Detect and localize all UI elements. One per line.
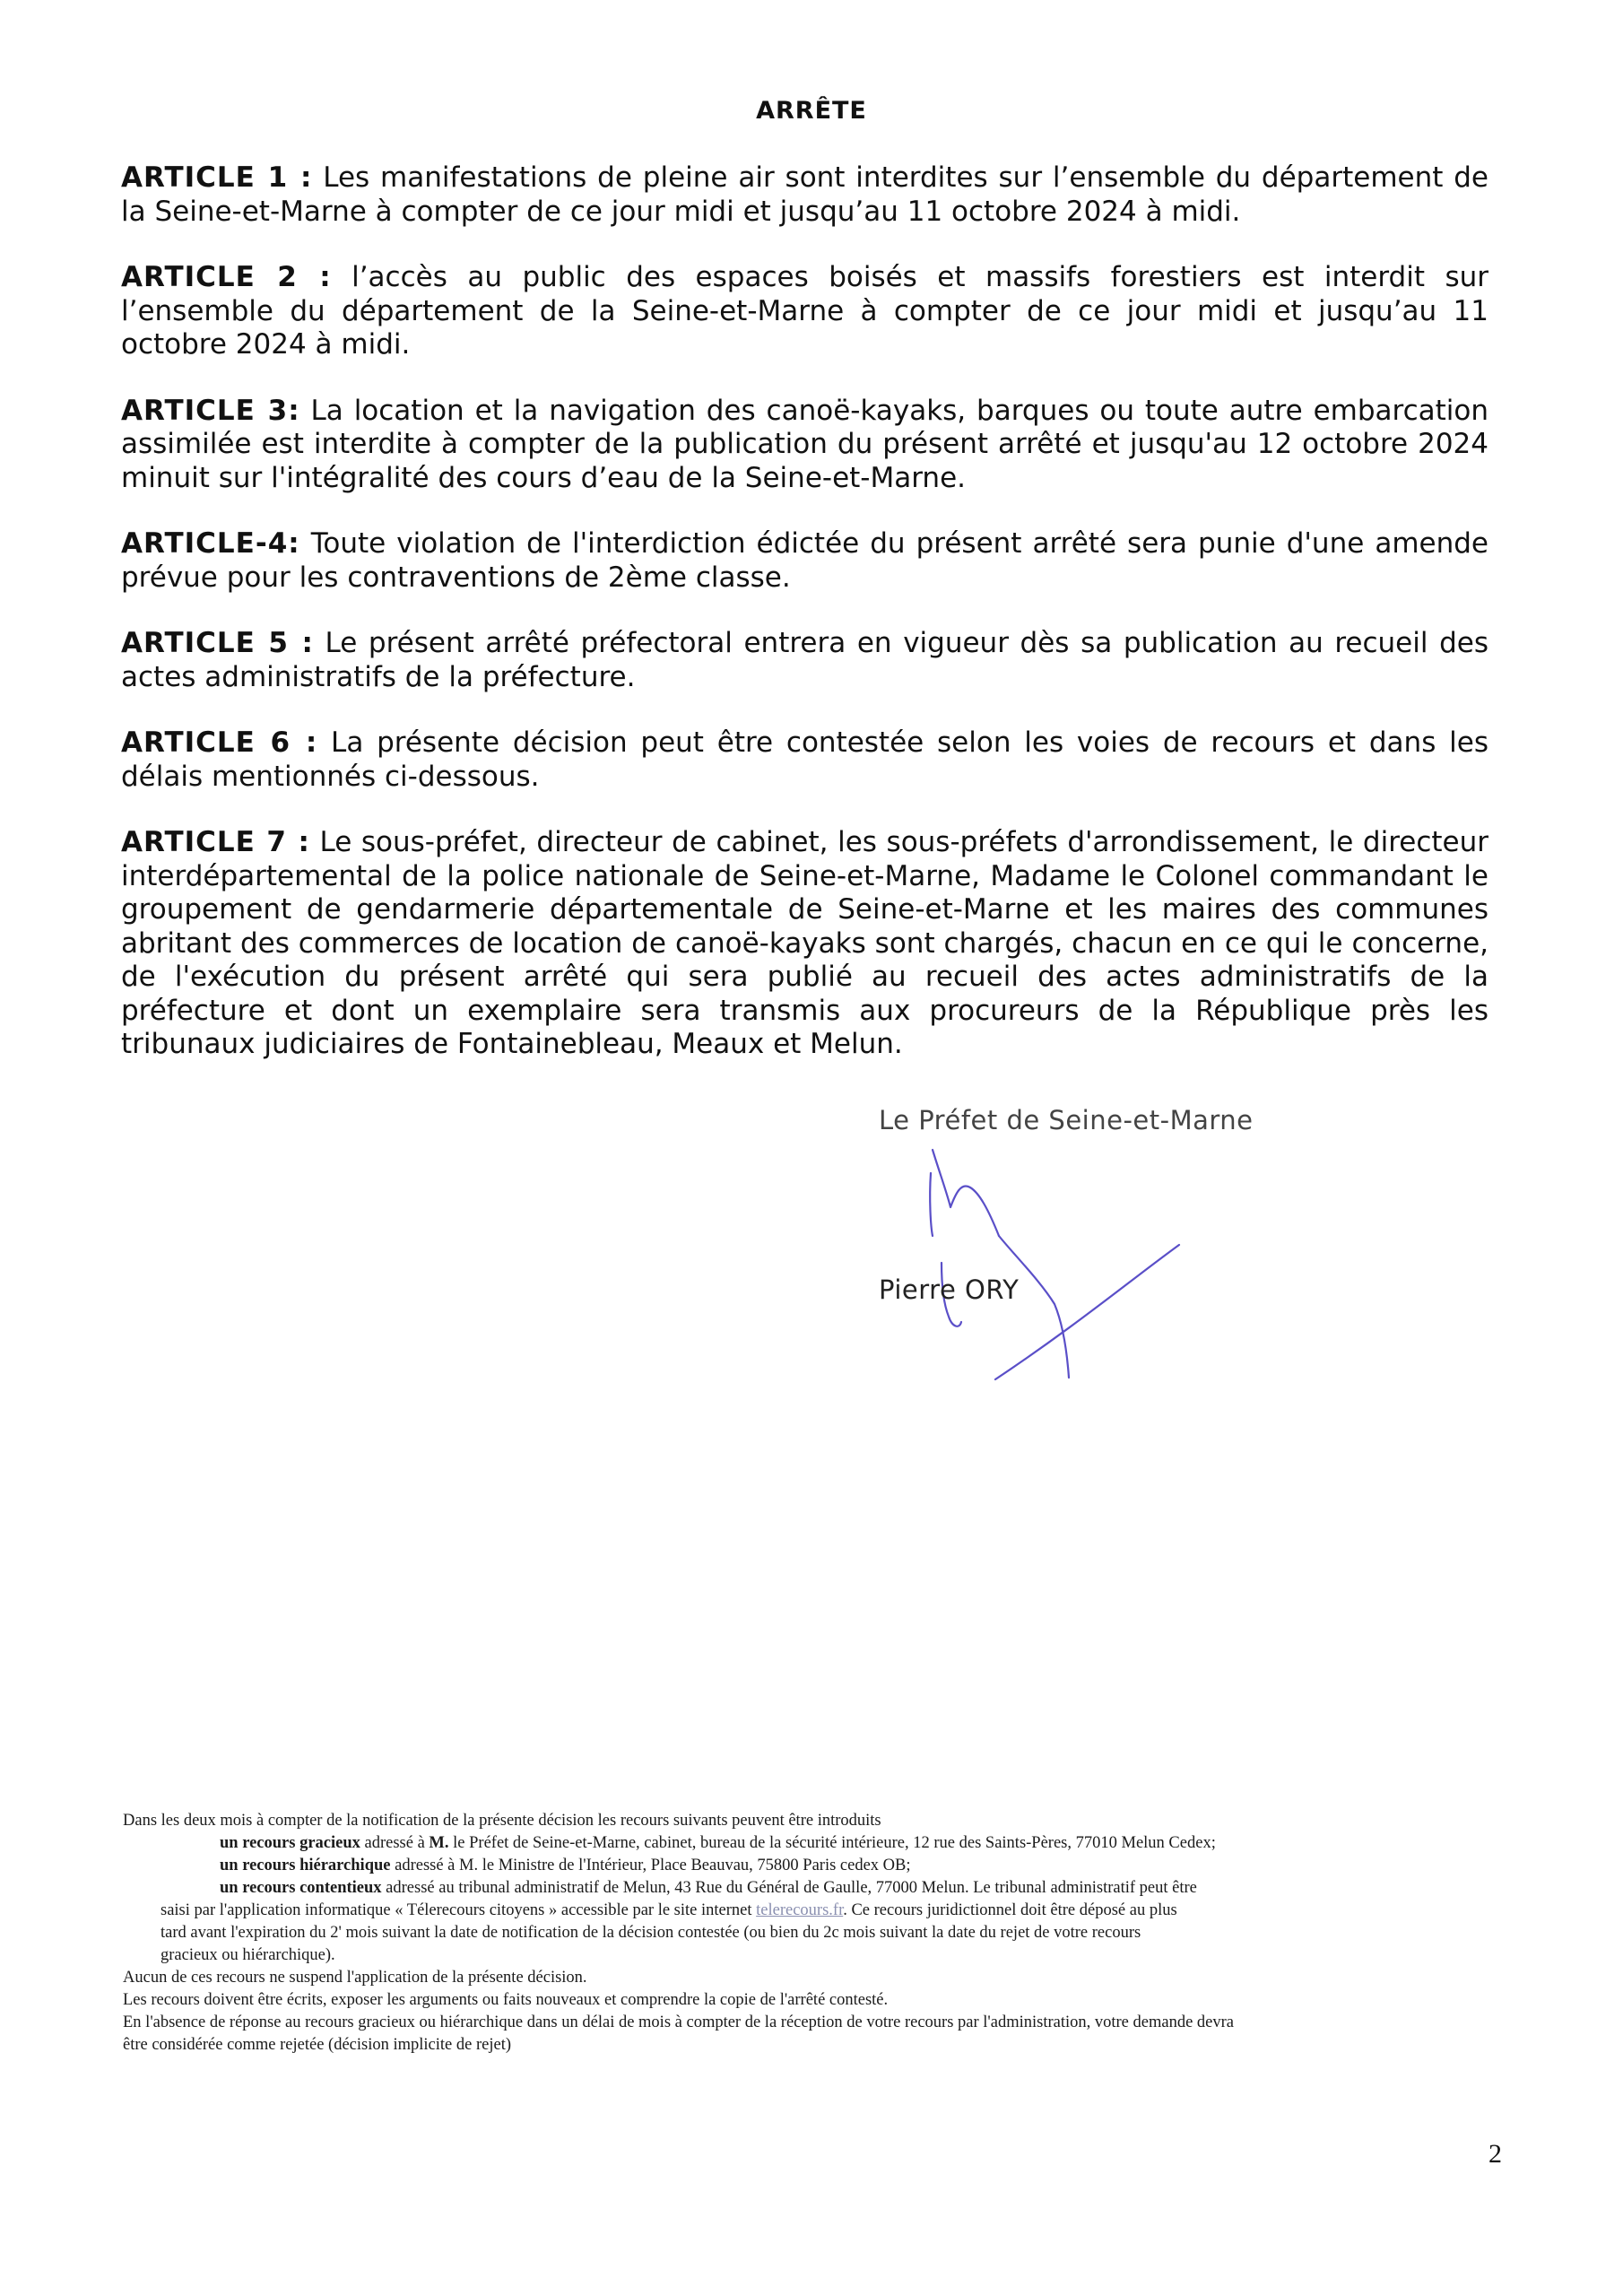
appeal-contentieux-label: un recours contentieux (220, 1879, 382, 1897)
appeal-gracieux-mid: adressé à (360, 1834, 430, 1852)
article-1-label: ARTICLE 1 : (121, 161, 313, 194)
article-7-label: ARTICLE 7 : (121, 826, 310, 858)
appeal-hierarchique-label: un recours hiérarchique (220, 1857, 391, 1874)
appeal-gracieux (123, 1832, 1492, 1855)
article-4 (121, 527, 1488, 595)
appeal-gracieux-text: le Préfet de Seine-et-Marne, cabinet, bureau de la sécurité intérieure, 12 rue des Saints-Pères, 77010 Melun Cedex; (448, 1834, 1216, 1852)
appeal-gracieux-label: un recours gracieux (220, 1834, 360, 1852)
telerecours-link[interactable]: telerecours.fr (756, 1901, 844, 1919)
articles-section (121, 161, 1488, 1094)
document-title: ARRÊTE (756, 97, 867, 125)
article-2-label: ARTICLE 2 : (121, 261, 332, 293)
appeal-notice (123, 1810, 1492, 2057)
article-7-text: Le sous-préfet, directeur de cabinet, les sous-préfets d'arrondissement, le directeur interdépartemental de la police nationale de Seine-et-Marne, Madame le Colonel commandant le groupement de gendarmerie départementale de Seine-et-Marne et les maires des communes abritant des commerces de location de canoë-kayaks sont chargés, chacun en ce qui le concerne, de l'exécution du présent arrêté qui sera publié au recueil des actes administratifs de la préfecture et dont un exemplaire sera transmis aux procureurs de la République près les tribunaux judiciaires de Fontainebleau, Meaux et Melun. (121, 826, 1488, 1060)
article-3 (121, 395, 1488, 496)
article-7 (121, 826, 1488, 1062)
article-6-text: La présente décision peut être contestée selon les voies de recours et dans les délais mentionnés ci-dessous. (121, 726, 1488, 793)
article-3-label: ARTICLE 3: (121, 394, 300, 427)
appeal-contentieux (123, 1877, 1492, 1900)
article-6 (121, 726, 1488, 794)
appeal-gracieux-m: M. (429, 1834, 449, 1852)
article-4-label: ARTICLE-4: (121, 527, 300, 560)
appeal-contentieux-text: adressé au tribunal administratif de Melun, 43 Rue du Général de Gaulle, 77000 Melun. Le tribunal administratif peut être (381, 1879, 1197, 1897)
article-5-label: ARTICLE 5 : (121, 627, 314, 659)
appeal-absence-line-2: être considérée comme rejetée (décision implicite de rejet) (123, 2036, 511, 2054)
appeal-contentieux-cont1b-text: . Ce recours juridictionnel doit être déposé au plus (843, 1901, 1177, 1919)
article-6-label: ARTICLE 6 : (121, 726, 318, 759)
article-3-text: La location et la navigation des canoë-kayaks, barques ou toute autre embarcation assimilée est interdite à compter de la publication du présent arrêté et jusqu'au 12 octobre 2024 minuit sur l'intégralité des cours d’eau de la Seine-et-Marne. (121, 394, 1488, 494)
article-5-text: Le présent arrêté préfectoral entrera en vigueur dès sa publication au recueil des actes administratifs de la préfecture. (121, 627, 1488, 693)
signatory-name: Pierre ORY (879, 1274, 1020, 1305)
appeal-contentieux-cont2: tard avant l'expiration du 2' mois suivant la date de notification de la décision contestée (ou bien du 2c mois suivant la date du rejet de votre recours (161, 1924, 1141, 1942)
article-2-text: l’accès au public des espaces boisés et massifs forestiers est interdit sur l’ensemble du département de la Seine-et-Marne à compter de ce jour midi et jusqu’au 11 octobre 2024 à midi. (121, 261, 1488, 361)
appeal-contentieux-cont1 (123, 1900, 1492, 1922)
appeal-intro: Dans les deux mois à compter de la notification de la présente décision les recours suivants peuvent être introduits (123, 1812, 881, 1830)
appeal-hierarchique-text: adressé à M. le Ministre de l'Intérieur, Place Beauvau, 75800 Paris cedex OB; (390, 1857, 911, 1874)
appeal-absence-line-1: En l'absence de réponse au recours gracieux ou hiérarchique dans un délai de mois à compter de la réception de votre recours par l'administration, votre demande devra (123, 2013, 1234, 2031)
appeal-contentieux-cont3: gracieux ou hiérarchique). (161, 1946, 335, 1964)
appeal-written-line: Les recours doivent être écrits, exposer les arguments ou faits nouveaux et comprendre la copie de l'arrêté contesté. (123, 1991, 889, 2009)
signatory-title: Le Préfet de Seine-et-Marne (879, 1105, 1254, 1135)
article-5 (121, 627, 1488, 694)
article-1-text: Les manifestations de pleine air sont interdites sur l’ensemble du département de la Seine-et-Marne à compter de ce jour midi et jusqu’au 11 octobre 2024 à midi. (121, 161, 1488, 228)
appeal-contentieux-cont1-text: saisi par l'application informatique « Télerecours citoyens » accessible par le site internet (161, 1901, 757, 1919)
article-2 (121, 261, 1488, 362)
page-number: 2 (1488, 2139, 1502, 2169)
article-4-text: Toute violation de l'interdiction édictée du présent arrêté sera punie d'une amende prévue pour les contraventions de 2ème classe. (121, 527, 1488, 594)
appeal-suspend-line: Aucun de ces recours ne suspend l'application de la présente décision. (123, 1969, 587, 1987)
article-1 (121, 161, 1488, 229)
appeal-hierarchique (123, 1855, 1492, 1877)
handwritten-signature (906, 1137, 1202, 1397)
